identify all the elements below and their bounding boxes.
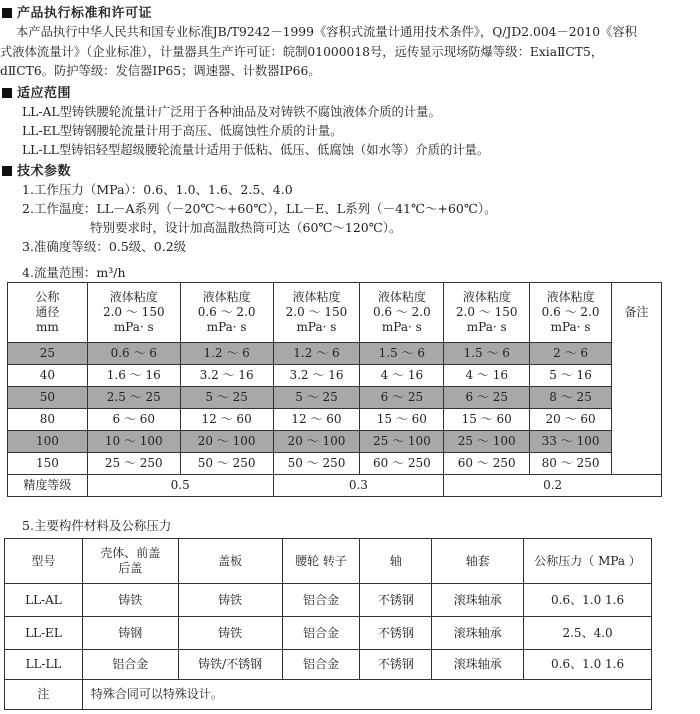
table-cell: 25 ～ 100: [444, 431, 530, 453]
accuracy-value: 0.3: [273, 475, 444, 497]
table-cell: 2 ～ 6: [530, 343, 612, 365]
accuracy-row: [8, 475, 662, 497]
flow-row: [8, 453, 662, 475]
table-cell: 滚珠轴承: [432, 650, 524, 680]
section-heading-standards: [2, 2, 152, 21]
table-cell: 20 ～ 100: [273, 431, 360, 453]
flow-range-title: 4.流量范围：m³/h: [22, 265, 126, 280]
accuracy-value: 0.5: [87, 475, 273, 497]
header-model: 型号: [5, 539, 83, 584]
table-cell: LL-LL: [5, 650, 83, 680]
flow-header-row: [8, 283, 662, 343]
header-viscosity: 液体粘度 2.0 ～ 150 mPa· s: [273, 283, 360, 343]
section-heading-scope: [2, 82, 71, 101]
section-title: 产品执行标准和许可证: [17, 6, 153, 21]
table-cell: 5 ～ 25: [180, 387, 273, 409]
table-cell: 2.5、4.0: [524, 617, 652, 650]
table-cell: 10 ～ 100: [87, 431, 180, 453]
table-cell: 不锈钢: [360, 617, 432, 650]
header-viscosity: 液体粘度 0.6 ～ 2.0 mPa· s: [530, 283, 612, 343]
table-cell: 铝合金: [282, 617, 360, 650]
table-cell: 40: [8, 365, 88, 387]
table-cell: 铸铁/不锈钢: [178, 650, 282, 680]
table-cell: 60 ～ 250: [444, 453, 530, 475]
note-label: 注: [5, 680, 83, 710]
table-cell: 1.5 ～ 6: [444, 343, 530, 365]
table-cell: 铝合金: [82, 650, 178, 680]
header-rotor: 腰轮 转子: [282, 539, 360, 584]
table-cell: 20 ～ 100: [180, 431, 273, 453]
table-cell: 滚珠轴承: [432, 584, 524, 617]
table-cell: 25 ～ 250: [87, 453, 180, 475]
scope-line-2: LL-EL型铸钢腰轮流量计用于高压、低腐蚀性介质的计量。: [22, 124, 343, 138]
square-bullet-icon: [2, 88, 12, 98]
table-cell: 5 ～ 25: [273, 387, 360, 409]
header-viscosity: 液体粘度 2.0 ～ 150 mPa· s: [87, 283, 180, 343]
header-bushing: 轴套: [432, 539, 524, 584]
section-title: 技术参数: [17, 164, 72, 179]
flow-row: [8, 343, 662, 365]
table-cell: 1.2 ～ 6: [180, 343, 273, 365]
flow-row: [8, 431, 662, 453]
section-heading-specs: [2, 160, 71, 179]
table-cell: 15 ～ 60: [444, 409, 530, 431]
spec-temperature: 2.工作温度：LL－A系列（－20℃～+60℃），LL－E、L系列（－41℃～+60℃）。: [22, 201, 497, 216]
table-cell: 20 ～ 60: [530, 409, 612, 431]
table-cell: 不锈钢: [360, 650, 432, 680]
flow-range-table: [7, 282, 662, 497]
table-cell: 25: [8, 343, 88, 365]
square-bullet-icon: [2, 166, 12, 176]
table-cell: 1.2 ～ 6: [273, 343, 360, 365]
table-cell: 80: [8, 409, 88, 431]
table-cell: 5 ～ 16: [530, 365, 612, 387]
header-viscosity: 液体粘度 0.6 ～ 2.0 mPa· s: [360, 283, 444, 343]
table-cell: LL-EL: [5, 617, 83, 650]
standards-line-2: 式液体流量计》（企业标准），计量器具生产许可证：皖制01000018号，远传显示现场防爆等级：ExiaⅡCT5，: [0, 45, 604, 59]
header-nominal-diameter: 公称 通径 mm: [8, 283, 88, 343]
header-cover-plate: 盖板: [178, 539, 282, 584]
materials-table: [4, 538, 652, 710]
table-cell: 滚珠轴承: [432, 617, 524, 650]
spec-accuracy: 3.准确度等级：0.5级、0.2级: [22, 239, 187, 254]
table-cell: 铸铁: [82, 584, 178, 617]
table-cell: 100: [8, 431, 88, 453]
table-cell: 铸铁: [178, 584, 282, 617]
flow-row: [8, 365, 662, 387]
table-cell: 0.6、1.0 1.6: [524, 584, 652, 617]
table-cell: 铝合金: [282, 650, 360, 680]
table-cell: 6 ～ 25: [360, 387, 444, 409]
table-cell: 4 ～ 16: [360, 365, 444, 387]
section-title: 适应范围: [17, 86, 72, 101]
materials-row: [5, 617, 652, 650]
scope-line-1: LL-AL型铸铁腰轮流量计广泛用于各种油品及对铸铁不腐蚀液体介质的计量。: [22, 105, 441, 119]
header-viscosity: 液体粘度 2.0 ～ 150 mPa· s: [444, 283, 530, 343]
spec-pressure: 1.工作压力（MPa）：0.6、1.0、1.6、2.5、4.0: [22, 182, 293, 197]
table-cell: 1.6 ～ 16: [87, 365, 180, 387]
table-cell: 0.6 ～ 6: [87, 343, 180, 365]
table-cell: 6 ～ 60: [87, 409, 180, 431]
materials-row: [5, 650, 652, 680]
flow-row: [8, 409, 662, 431]
table-cell: 3.2 ～ 16: [180, 365, 273, 387]
materials-title: 5.主要构件材料及公称压力: [22, 518, 172, 533]
header-shaft: 轴: [360, 539, 432, 584]
table-cell: LL-AL: [5, 584, 83, 617]
table-cell: 15 ～ 60: [360, 409, 444, 431]
table-cell: 8 ～ 25: [530, 387, 612, 409]
table-cell: 1.5 ～ 6: [360, 343, 444, 365]
table-cell: 33 ～ 100: [530, 431, 612, 453]
table-cell: 50 ～ 250: [273, 453, 360, 475]
table-cell: 80 ～ 250: [530, 453, 612, 475]
table-cell: 12 ～ 60: [273, 409, 360, 431]
accuracy-value: 0.2: [444, 475, 662, 497]
table-cell: 12 ～ 60: [180, 409, 273, 431]
header-viscosity: 液体粘度 0.6 ～ 2.0 mPa· s: [180, 283, 273, 343]
table-cell: 2.5 ～ 25: [87, 387, 180, 409]
standards-line-3: dⅡCT6。防护等级：发信器IP65；调速器、计数器IP66。: [0, 64, 321, 78]
table-cell: 4 ～ 16: [444, 365, 530, 387]
table-cell: 3.2 ～ 16: [273, 365, 360, 387]
flow-row: [8, 387, 662, 409]
table-cell: 150: [8, 453, 88, 475]
header-pressure: 公称压力（ MPa ）: [524, 539, 652, 584]
table-cell: 50: [8, 387, 88, 409]
table-cell: 6 ～ 25: [444, 387, 530, 409]
table-cell: 60 ～ 250: [360, 453, 444, 475]
note-text: 特殊合同可以特殊设计。: [82, 680, 651, 710]
materials-header-row: [5, 539, 652, 584]
materials-row: [5, 584, 652, 617]
square-bullet-icon: [2, 8, 12, 18]
accuracy-label: 精度等级: [8, 475, 88, 497]
table-cell: 25 ～ 100: [360, 431, 444, 453]
table-cell: 0.6、1.0 1.6: [524, 650, 652, 680]
table-cell: 50 ～ 250: [180, 453, 273, 475]
note-row: [5, 680, 652, 710]
table-cell: 铝合金: [282, 584, 360, 617]
header-remarks: 备注: [612, 283, 662, 475]
table-cell: 铸铁: [178, 617, 282, 650]
scope-line-3: LL-LL型铸铝轻型超级腰轮流量计适用于低粘、低压、低腐蚀（如水等）介质的计量。: [22, 143, 490, 157]
header-shell: 壳体、前盖 后盖: [82, 539, 178, 584]
table-cell: 不锈钢: [360, 584, 432, 617]
spec-temperature-note: 特别要求时，设计加高温散热筒可达（60℃～120℃）。: [90, 220, 402, 235]
table-cell: 铸钢: [82, 617, 178, 650]
standards-line-1: 本产品执行中华人民共和国专业标准JB/T9242－1999《容积式流量计通用技术条件》，Q/JD2.004－2010《容积: [16, 25, 637, 39]
